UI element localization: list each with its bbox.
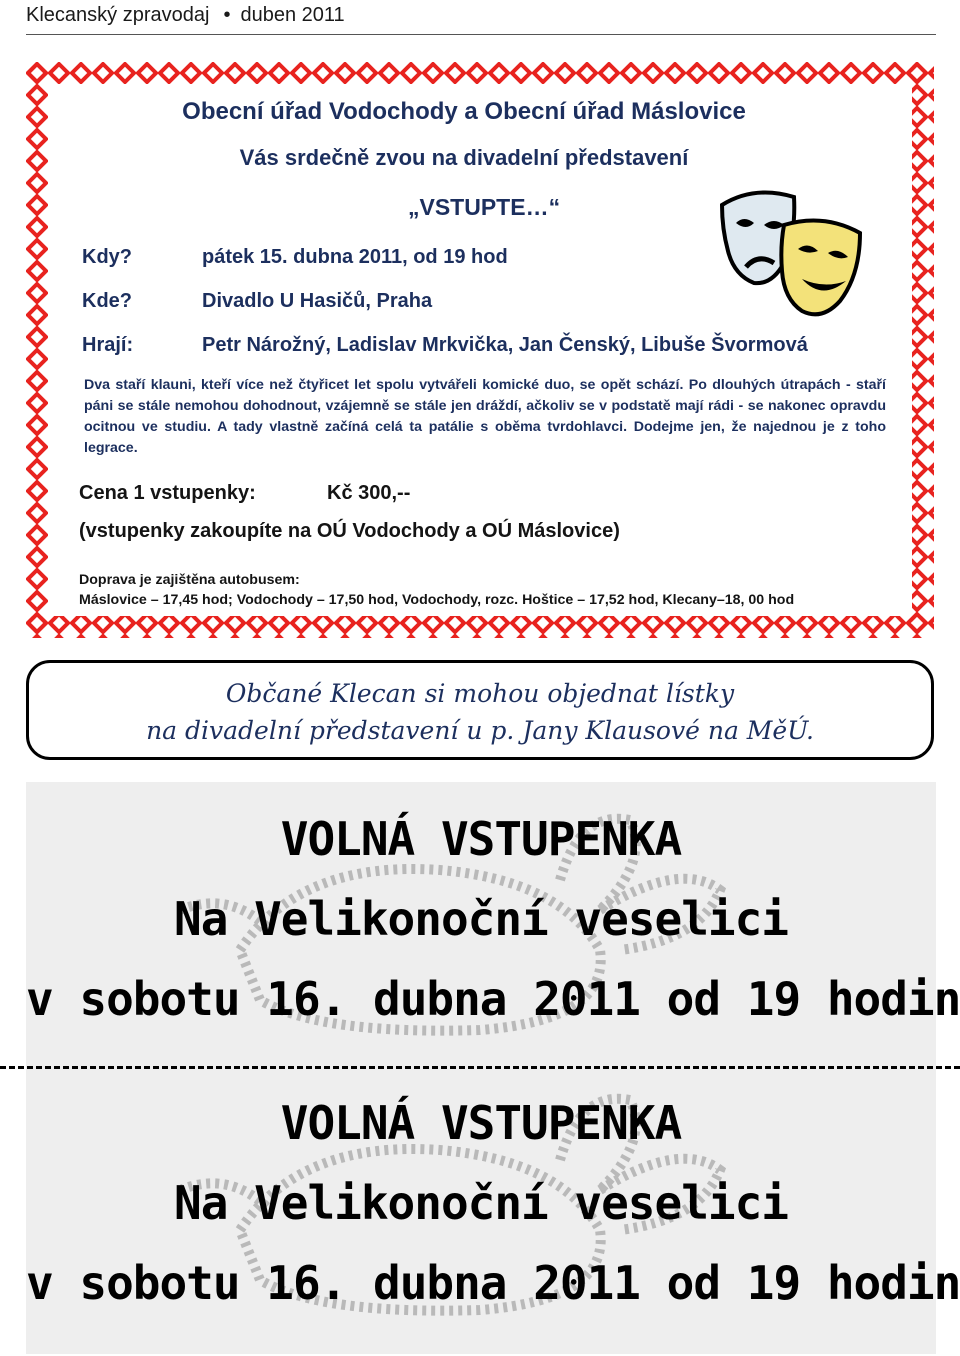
cut-line [0, 1066, 960, 1069]
transport-title: Doprava je zajištěna autobusem: [79, 572, 300, 588]
price-value: Kč 300,-- [327, 482, 411, 504]
issue-date: duben 2011 [240, 4, 345, 26]
notice-line-1: Občané Klecan si mohou objednat lístky [225, 679, 735, 708]
when-value: pátek 15. dubna 2011, od 19 hod [202, 246, 508, 268]
organizers: Obecní úřad Vodochody a Obecní úřad Máslovice [182, 98, 746, 125]
when-label: Kdy? [82, 246, 132, 268]
price-row [79, 482, 411, 505]
order-notice [26, 660, 934, 760]
invitation-content [54, 90, 906, 610]
notice-line-2: na divadelní představení u p. Jany Klausové na MěÚ. [146, 716, 814, 745]
ticket-2-title: VOLNÁ VSTUPENKA [280, 1096, 682, 1150]
ticket-1-date: v sobotu 16. dubna 2011 od 19 hodin [26, 972, 960, 1026]
cast-label: Hrají: [82, 334, 134, 356]
theatre-invitation [26, 62, 934, 638]
play-title: „VSTUPTE…“ [408, 194, 561, 220]
where-label: Kde? [82, 290, 132, 312]
ticket-1-title: VOLNÁ VSTUPENKA [280, 812, 682, 866]
header-separator: • [223, 4, 231, 26]
publication-name: Klecanský zpravodaj [26, 4, 210, 26]
cast-value: Petr Nárožný, Ladislav Mrkvička, Jan Čenský, Libuše Švormová [202, 334, 808, 356]
play-description: Dva staří klauni, kteří více než čtyřicet let spolu vytvářeli komické duo, se opět schází. Po dlouhých útrapách - staří páni se stále nemohou dohodnout, vzájemně se stále jen dráždí, ačkoliv se v podstatě mají rádi - se nakonec opravdu ocitnou ve studiu. A tady vlastně začíná celá ta patálie s oběma tvrdohlavci. Dodejme jen, že najednou je z toho legrace. [84, 377, 886, 456]
tickets-note: (vstupenky zakoupíte na OÚ Vodochody a OÚ Máslovice) [79, 520, 620, 542]
price-label: Cena 1 vstupenky: [79, 482, 256, 504]
where-value: Divadlo U Hasičů, Praha [202, 290, 433, 312]
ticket-1-event: Na Velikonoční veselici [174, 892, 788, 946]
invite-line: Vás srdečně zvou na divadelní představení [239, 145, 689, 170]
theatre-masks-icon [714, 175, 864, 325]
ticket-2-event: Na Velikonoční veselici [174, 1176, 788, 1230]
page-header [26, 0, 936, 35]
transport-times: Máslovice – 17,45 hod; Vodochody – 17,50 hod, Vodochody, rozc. Hoštice – 17,52 hod, Klecany–18, 00 hod [79, 592, 795, 608]
ticket-2-date: v sobotu 16. dubna 2011 od 19 hodin [26, 1256, 960, 1310]
